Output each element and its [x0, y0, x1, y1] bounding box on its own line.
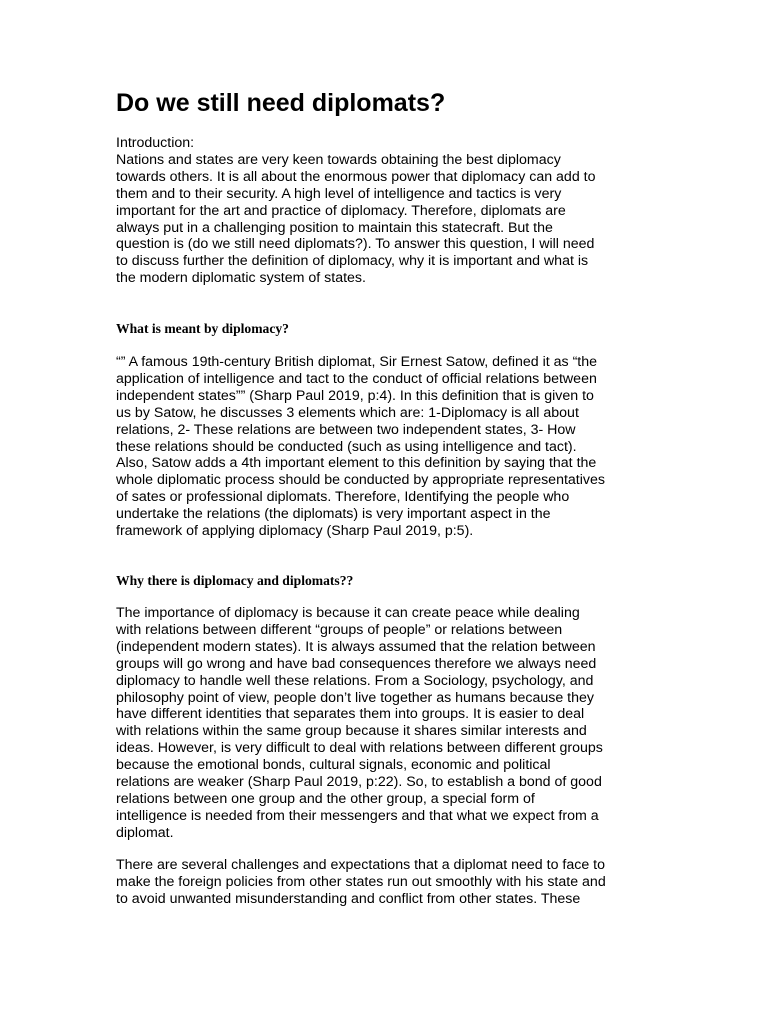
paragraph-line: make the foreign policies from other states run out smoothly with his state and — [116, 873, 606, 890]
paragraph-line: of sates or professional diplomats. Therefore, Identifying the people who — [116, 489, 570, 506]
paragraph-line: always put in a challenging position to maintain this statecraft. But the — [116, 219, 553, 236]
paragraph-line: groups will go wrong and have bad consequences therefore we always need — [116, 655, 597, 672]
paragraph-line: to avoid unwanted misunderstanding and conflict from other states. These — [116, 890, 581, 907]
paragraph-line: diplomat. — [116, 824, 174, 841]
paragraph-line: important for the art and practice of diplomacy. Therefore, diplomats are — [116, 202, 566, 219]
section-heading-why-diplomacy: Why there is diplomacy and diplomats?? — [116, 573, 354, 588]
section-heading-diplomacy-meaning: What is meant by diplomacy? — [116, 321, 289, 336]
paragraph-line: “” A famous 19th-century British diplomat, Sir Ernest Satow, defined it as “the — [116, 354, 598, 370]
paragraph-line: framework of applying diplomacy (Sharp Paul 2019, p:5). — [116, 523, 474, 540]
paragraph-line: ideas. However, is very difficult to deal with relations between different groups — [116, 740, 603, 757]
paragraph-line: application of intelligence and tact to the conduct of official relations between — [116, 370, 597, 387]
paragraph-line: because the emotional bonds, cultural signals, economic and political — [116, 757, 551, 774]
paragraph-line: (independent modern states). It is always assumed that the relation between — [116, 638, 596, 655]
paragraph-line: towards others. It is all about the enormous power that diplomacy can add to — [116, 168, 596, 185]
introduction-paragraph — [116, 135, 656, 287]
diplomacy-definition-paragraph — [116, 354, 656, 540]
paragraph-line: these relations should be conducted (such as using intelligence and tact). — [116, 438, 577, 455]
paragraph-line: relations between one group and the other group, a special form of — [116, 790, 535, 807]
diplomat-challenges-paragraph — [116, 857, 656, 908]
paragraph-line: whole diplomatic process should be conducted by appropriate representatives — [116, 472, 605, 489]
paragraph-line: us by Satow, he discusses 3 elements which are: 1-Diplomacy is all about — [116, 404, 579, 421]
paragraph-line: philosophy point of view, people don’t live together as humans because they — [116, 689, 594, 706]
paragraph-line: Also, Satow adds a 4th important element to this definition by saying that the — [116, 455, 597, 472]
document-title: Do we still need diplomats? — [116, 89, 446, 117]
paragraph-line: to discuss further the definition of diplomacy, why it is important and what is — [116, 253, 589, 270]
paragraph-line: have different identities that separates them into groups. It is easier to deal — [116, 706, 585, 723]
paragraph-line: them and to their security. A high level of intelligence and tactics is very — [116, 185, 562, 202]
paragraph-line: intelligence is needed from their messengers and that what we expect from a — [116, 807, 599, 824]
paragraph-line: with relations within the same group because it shares similar interests and — [116, 723, 587, 740]
paragraph-line: diplomacy to handle well these relations. From a Sociology, psychology, and — [116, 672, 594, 689]
paragraph-line: with relations between different “groups of people” or relations between — [116, 621, 563, 638]
paragraph-line: The importance of diplomacy is because it can create peace while dealing — [116, 605, 580, 621]
introduction-label: Introduction: — [116, 135, 195, 151]
paragraph-line: There are several challenges and expectations that a diplomat need to face to — [116, 857, 605, 873]
paragraph-line: the modern diplomatic system of states. — [116, 270, 366, 287]
paragraph-line: Nations and states are very keen towards obtaining the best diplomacy — [116, 151, 561, 168]
paragraph-line: relations, 2- These relations are between two independent states, 3- How — [116, 421, 576, 438]
paragraph-line: independent states”” (Sharp Paul 2019, p:4). In this definition that is given to — [116, 387, 594, 404]
paragraph-line: question is (do we still need diplomats?). To answer this question, I will need — [116, 236, 595, 253]
paragraph-line: relations are weaker (Sharp Paul 2019, p:22). So, to establish a bond of good — [116, 774, 602, 791]
diplomacy-importance-paragraph — [116, 605, 656, 842]
paragraph-line: undertake the relations (the diplomats) is very important aspect in the — [116, 506, 551, 523]
